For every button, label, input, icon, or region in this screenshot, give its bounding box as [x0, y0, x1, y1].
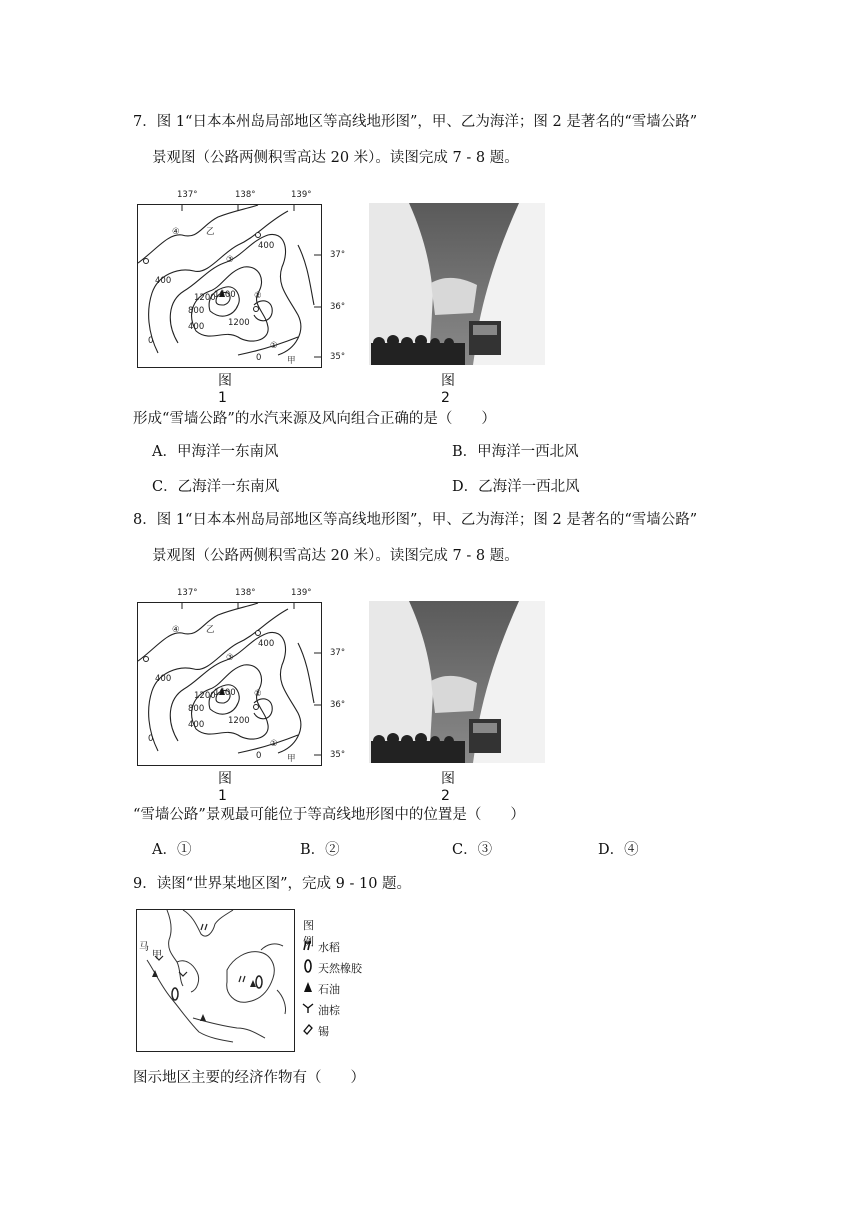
lat-label-35: 35° — [330, 352, 346, 362]
contour-label-1600-b: 1600 — [214, 688, 236, 698]
circled-1-label: ① — [270, 341, 278, 351]
legend-rice: 水稻 — [318, 941, 340, 954]
map9-label-jia: 甲 — [152, 950, 162, 961]
legend-tin: 锡 — [318, 1025, 329, 1038]
rice-icon — [302, 939, 314, 954]
rubber-icon — [303, 959, 313, 976]
q7-stem-line1: 7．图 1“日本本州岛局部地区等高线地形图”，甲、乙为海洋；图 2 是著名的“雪墙公路” — [133, 114, 698, 130]
q7-option-b[interactable]: B．甲海洋一西北风 — [452, 444, 579, 460]
q7-option-c[interactable]: C．乙海洋一东南风 — [152, 479, 280, 495]
lon-label-138: 138° — [235, 190, 256, 200]
fig2-caption: 图2 — [441, 373, 455, 406]
q8-question: “雪墙公路”景观最可能位于等高线地形图中的位置是（ ） — [133, 807, 525, 823]
contour-label-400c-b: 400 — [188, 720, 205, 730]
lat-label-36-b: 36° — [330, 700, 346, 710]
q7-stem-line2: 景观图（公路两侧积雪高达 20 米）。读图完成 7 - 8 题。 — [152, 150, 519, 166]
contour-label-800: 800 — [188, 306, 205, 316]
q9-question: 图示地区主要的经济作物有（ ） — [133, 1070, 365, 1086]
contour-label-1200a-b: 1200 — [194, 691, 216, 701]
q8-option-c[interactable]: C．③ — [452, 842, 493, 858]
q8-stem-line2: 景观图（公路两侧积雪高达 20 米）。读图完成 7 - 8 题。 — [152, 548, 519, 564]
circled-4-label: ④ — [172, 227, 180, 237]
q9-stem: 9．读图“世界某地区图”，完成 9 - 10 题。 — [133, 876, 412, 892]
lat-label-37-b: 37° — [330, 648, 346, 658]
contour-label-0b: 0 — [256, 353, 262, 363]
map9-label-ma: 马 — [139, 942, 149, 953]
sea-label-jia: 甲 — [287, 356, 296, 366]
q7-option-a[interactable]: A．甲海洋一东南风 — [152, 444, 279, 460]
snow-wall-photo-b — [369, 601, 545, 763]
contour-label-1200b: 1200 — [228, 318, 250, 328]
contour-label-1200b-b: 1200 — [228, 716, 250, 726]
lon-label-139: 139° — [291, 190, 312, 200]
q7-question: 形成“雪墙公路”的水汽来源及风向组合正确的是（ ） — [133, 411, 496, 427]
contour-label-1600: 1600 — [214, 290, 236, 300]
legend-title: 图例 — [303, 919, 314, 948]
contour-map-1 — [137, 204, 322, 368]
legend-rubber: 天然橡胶 — [318, 962, 362, 975]
contour-label-400b-b: 400 — [155, 674, 172, 684]
contour-label-400b: 400 — [155, 276, 172, 286]
q8-option-d[interactable]: D．④ — [598, 842, 639, 858]
circled-2-label: ② — [254, 291, 262, 301]
fig2-caption-b: 图2 — [441, 771, 455, 804]
lon-label-137: 137° — [177, 190, 198, 200]
q7-option-d[interactable]: D．乙海洋一西北风 — [452, 479, 580, 495]
circled-1-label-b: ① — [270, 739, 278, 749]
contour-map-2 — [137, 602, 322, 766]
oil-icon — [303, 981, 313, 996]
contour-lines-1 — [138, 205, 321, 367]
circled-4-label-b: ④ — [172, 625, 180, 635]
lat-label-35-b: 35° — [330, 750, 346, 760]
snow-wall-photo — [369, 203, 545, 365]
southeast-asia-map — [136, 909, 295, 1052]
contour-label-400c: 400 — [188, 322, 205, 332]
q8-option-a[interactable]: A．① — [152, 842, 192, 858]
q8-option-b[interactable]: B．② — [300, 842, 340, 858]
fig1-caption: 图1 — [218, 373, 232, 406]
sea-label-yi-b: 乙 — [206, 625, 215, 635]
circled-2-label-b: ② — [254, 689, 262, 699]
sea-label-jia-b: 甲 — [287, 754, 296, 764]
sea-label-yi: 乙 — [206, 227, 215, 237]
lat-label-37: 37° — [330, 250, 346, 260]
circled-3-label-b: ③ — [226, 653, 234, 663]
contour-label-0a: 0 — [148, 336, 154, 346]
legend-oil-palm: 油棕 — [318, 1004, 340, 1017]
lat-label-36: 36° — [330, 302, 346, 312]
contour-label-0a-b: 0 — [148, 734, 154, 744]
contour-label-400a: 400 — [258, 241, 275, 251]
tin-icon — [302, 1023, 314, 1038]
q8-stem-line1: 8．图 1“日本本州岛局部地区等高线地形图”，甲、乙为海洋；图 2 是著名的“雪墙公路” — [133, 512, 698, 528]
fig1-caption-b: 图1 — [218, 771, 232, 804]
circled-3-label: ③ — [226, 255, 234, 265]
lon-label-139-b: 139° — [291, 588, 312, 598]
contour-label-800-b: 800 — [188, 704, 205, 714]
legend-oil: 石油 — [318, 983, 340, 996]
lon-label-137-b: 137° — [177, 588, 198, 598]
contour-label-0b-b: 0 — [256, 751, 262, 761]
southeast-asia-map-shapes — [137, 910, 294, 1051]
contour-lines-2 — [138, 603, 321, 765]
lon-label-138-b: 138° — [235, 588, 256, 598]
oil-palm-icon — [302, 1002, 314, 1017]
contour-label-1200a: 1200 — [194, 293, 216, 303]
contour-label-400a-b: 400 — [258, 639, 275, 649]
